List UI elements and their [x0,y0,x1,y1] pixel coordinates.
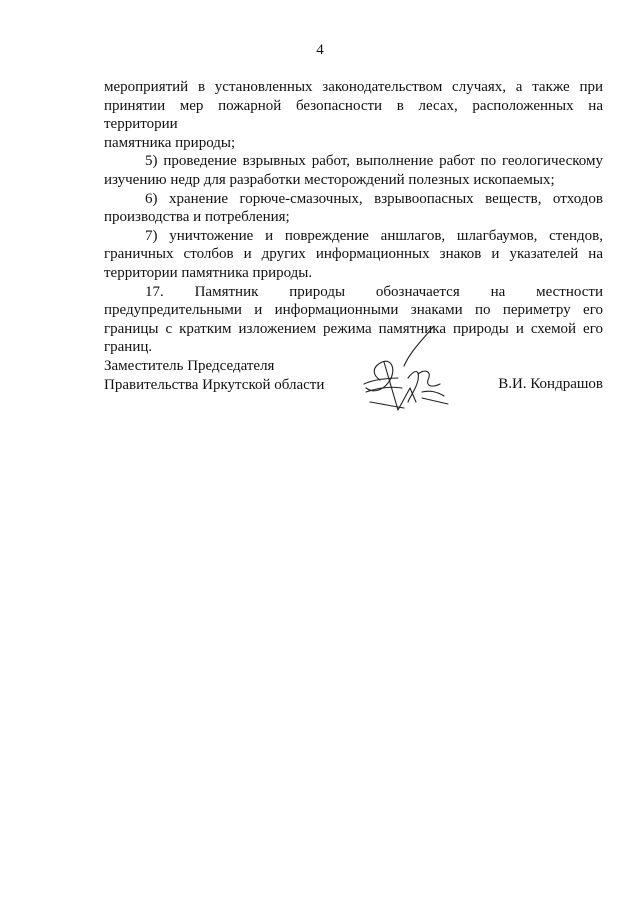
document-body [104,78,603,357]
page-number: 4 [316,42,324,58]
signatory-position [104,357,324,394]
text-line: 5) проведение взрывных работ, выполнение работ по геологическому [145,153,603,170]
paragraph-item-6 [104,190,603,227]
text-line: территории памятника природы. [104,264,313,281]
position-line: Заместитель Председателя [104,358,275,374]
signatory-name: В.И. Кондрашов [498,376,603,392]
text-line: 7) уничтожение и повреждение аншлагов, шлагбаумов, стендов, [145,227,603,244]
text-line: 6) хранение горюче-смазочных, взрывоопасных веществ, отходов [145,190,603,207]
text-line: памятника природы; [104,134,236,151]
text-line: мероприятий в установленных законодательством случаях, а также при [104,79,603,95]
text-line: границы с кратким изложением режима памятника природы и схемой его [104,320,603,337]
paragraph-item-7 [104,227,603,283]
text-line: изучению недр для разработки месторождений полезных ископаемых; [104,171,555,188]
handwritten-signature [352,318,462,418]
text-line: производства и потребления; [104,209,290,226]
text-line: 17. Памятник природы обозначается на местности [145,283,603,300]
text-line: предупредительными и информационными знаками по периметру его [104,302,603,319]
paragraph-item-5 [104,152,603,189]
paragraph-continuation [104,78,603,152]
position-line: Правительства Иркутской области [104,376,325,393]
text-line: граничных столбов и других информационных знаков и указателей на [104,246,603,263]
text-line: принятии мер пожарной безопасности в лесах, расположенных на территории [104,97,603,133]
text-line: границ. [104,339,153,356]
